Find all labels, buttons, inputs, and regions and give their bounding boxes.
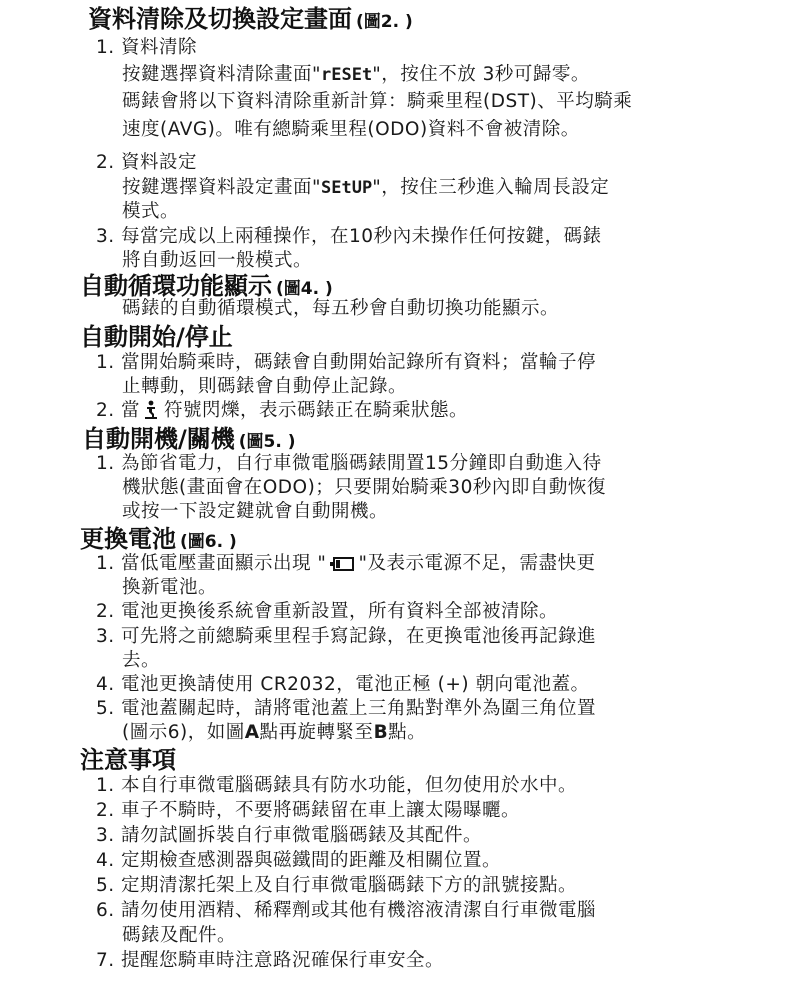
battery-item5-line2: (圖示6)，如圖A點再旋轉緊至B點。 (122, 722, 427, 743)
battery-item4: 4. 電池更換請使用 CR2032，電池正極 (+) 朝向電池蓋。 (96, 674, 590, 695)
section-title-auto-start-stop: 自動開始/停止 (80, 323, 233, 351)
battery-item1-line1: 1. 當低電壓畫面顯示出現 " "及表示電源不足，需盡快更 (96, 553, 596, 574)
battery-item1-line2: 換新電池。 (122, 577, 218, 598)
precaution-item4: 4. 定期檢查感測器與磁鐵間的距離及相關位置。 (96, 850, 502, 871)
precaution-item3: 3. 請勿試圖拆裝自行車微電腦碼錶及其配件。 (96, 825, 483, 846)
section-title-auto-power: 自動開機/關機 (圖5. ) (82, 425, 296, 453)
auto-power-line3: 或按一下設定鍵就會自動開機。 (122, 501, 389, 522)
item-data-setup-label: 2. 資料設定 (96, 152, 198, 173)
auto-power-line2: 機狀態(畫面會在ODO)；只要開始騎乘30秒內即自動恢復 (122, 477, 606, 498)
precaution-item2: 2. 車子不騎時，不要將碼錶留在車上讓太陽曝曬。 (96, 800, 521, 821)
item-data-clear-line1: 按鍵選擇資料清除畫面"rESEt"，按住不放 3秒可歸零。 (122, 64, 590, 85)
item-data-clear-label: 1. 資料清除 (96, 37, 198, 58)
auto-start-line1: 1. 當開始騎乘時，碼錶會自動開始記錄所有資料；當輪子停 (96, 352, 597, 373)
precaution-item6-line1: 6. 請勿使用酒精、稀釋劑或其他有機溶液清潔自行車微電腦 (96, 900, 597, 921)
auto-start-line2: 止轉動，則碼錶會自動停止記錄。 (122, 376, 408, 397)
auto-cycle-text: 碼錶的自動循環模式，每五秒會自動切換功能顯示。 (122, 298, 560, 319)
item-timeout-line1: 3. 每當完成以上兩種操作，在10秒內未操作任何按鍵，碼錶 (96, 226, 602, 247)
battery-item3-line1: 3. 可先將之前總騎乘里程手寫記錄，在更換電池後再記錄進 (96, 626, 597, 647)
item-data-setup-line1: 按鍵選擇資料設定畫面"SEtUP"，按住三秒進入輪周長設定 (122, 177, 610, 198)
precaution-item5: 5. 定期清潔托架上及自行車微電腦碼錶下方的訊號接點。 (96, 875, 578, 896)
battery-item5-line1: 5. 電池蓋關起時，請將電池蓋上三角點對準外為圍三角位置 (96, 698, 597, 719)
battery-item3-line2: 去。 (122, 650, 161, 671)
lcd-setup-text: SEtUP (321, 178, 373, 198)
item-data-clear-line3: 速度(AVG)。唯有總騎乘里程(ODO)資料不會被清除。 (122, 119, 580, 140)
auto-power-line1: 1. 為節省電力，自行車微電腦碼錶閒置15分鐘即自動進入待 (96, 453, 602, 474)
cyclist-icon (144, 400, 158, 420)
precaution-item7: 7. 提醒您騎車時注意路況確保行車安全。 (96, 950, 445, 971)
precaution-item1: 1. 本自行車微電腦碼錶具有防水功能，但勿使用於水中。 (96, 775, 578, 796)
section-title-battery: 更換電池 (圖6. ) (80, 525, 237, 553)
low-battery-icon (330, 557, 354, 571)
battery-item2: 2. 電池更換後系統會重新設置，所有資料全部被清除。 (96, 601, 559, 622)
section-title-precautions: 注意事項 (80, 746, 176, 774)
section-title-data-reset: 資料清除及切換設定畫面 (圖2. ) (88, 5, 413, 33)
lcd-reset-text: rESEt (321, 65, 373, 85)
item-data-clear-line2: 碼錶會將以下資料清除重新計算：騎乘里程(DST)、平均騎乘 (122, 91, 633, 112)
precaution-item6-line2: 碼錶及配件。 (122, 925, 237, 946)
section-title-auto-cycle: 自動循環功能顯示 (圖4. ) (80, 272, 333, 300)
item-timeout-line2: 將自動返回一般模式。 (122, 250, 313, 271)
auto-start-item2: 2. 當 符號閃爍，表示碼錶正在騎乘狀態。 (96, 400, 469, 421)
item-data-setup-line2: 模式。 (122, 201, 180, 222)
